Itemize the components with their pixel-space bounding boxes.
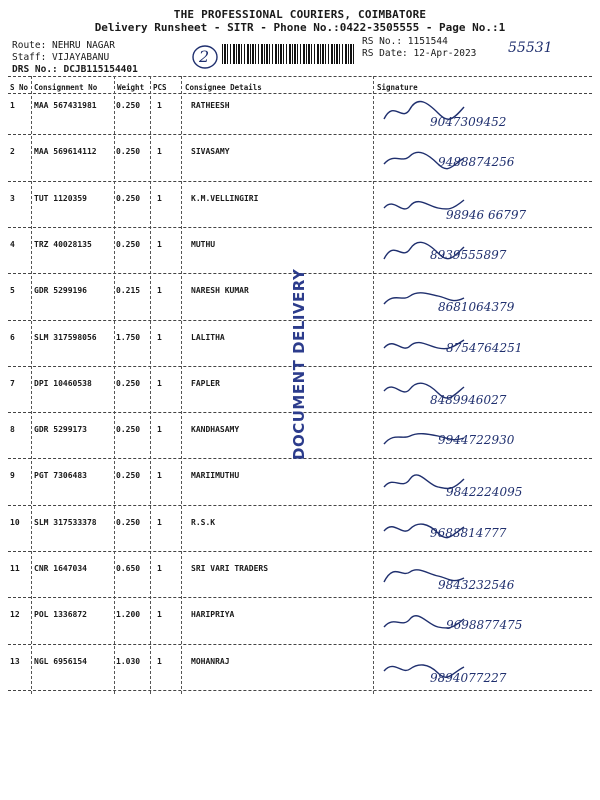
row-signature [380, 602, 590, 646]
row-signature [380, 232, 590, 276]
row-signature [380, 139, 590, 183]
row-weight: 0.250 [116, 517, 141, 527]
row-pcs: 1 [157, 656, 162, 666]
row-sno: 1 [10, 101, 15, 110]
document-delivery-stamp: DOCUMENT DELIVERY [290, 268, 308, 460]
signature-phone: 8681064379 [438, 300, 515, 315]
row-rule [8, 181, 592, 182]
row-sno: 6 [10, 332, 15, 342]
table-top-rule [8, 76, 592, 77]
row-consignee: SIVASAMY [191, 147, 230, 157]
row-weight: 0.215 [116, 286, 141, 296]
column-divider [373, 76, 374, 694]
row-rule [8, 551, 592, 552]
handwritten-number: 55531 [508, 40, 553, 56]
col-header-consignment: Consignment No [34, 83, 98, 92]
row-weight: 0.250 [116, 101, 141, 110]
column-divider [150, 76, 151, 694]
row-sno: 2 [10, 147, 15, 157]
row-consignment-no: TRZ 40028135 [34, 239, 92, 249]
signature-phone: 98946 66797 [446, 207, 527, 222]
row-sno: 12 [10, 610, 20, 620]
row-sno: 5 [10, 286, 15, 296]
row-consignment-no: POL 1336872 [34, 610, 87, 620]
row-consignment-no: TUT 1120359 [34, 193, 87, 203]
row-pcs: 1 [157, 564, 162, 573]
row-consignee: MUTHU [191, 239, 216, 249]
barcode [222, 44, 354, 64]
row-consignment-no: MAA 569614112 [34, 147, 97, 157]
row-pcs: 1 [157, 425, 162, 435]
row-weight: 1.030 [116, 656, 141, 666]
signature-phone: 9894077227 [430, 670, 507, 685]
row-pcs: 1 [157, 147, 162, 157]
col-header-signature: Signature [377, 83, 418, 92]
row-weight: 0.250 [116, 147, 141, 157]
row-pcs: 1 [157, 193, 162, 203]
row-consignee: NARESH KUMAR [191, 286, 249, 296]
row-weight: 1.200 [116, 610, 141, 620]
signature-phone: 9688814777 [430, 525, 507, 540]
row-weight: 1.750 [116, 332, 141, 342]
row-consignment-no: SLM 317598056 [34, 332, 97, 342]
row-pcs: 1 [157, 378, 162, 388]
row-weight: 0.250 [116, 239, 141, 249]
row-pcs: 1 [157, 286, 162, 296]
row-consignment-no: NGL 6956154 [34, 656, 87, 666]
row-consignee: RATHEESH [191, 101, 230, 110]
row-pcs: 1 [157, 101, 162, 110]
row-rule [8, 644, 592, 645]
rs-number: RS No.: 1151544 [362, 36, 448, 47]
row-sno: 8 [10, 425, 15, 435]
row-weight: 0.250 [116, 425, 141, 435]
row-sno: 4 [10, 239, 15, 249]
row-consignment-no: DPI 10460538 [34, 378, 92, 388]
row-signature [380, 371, 590, 415]
row-rule [8, 134, 592, 135]
col-header-pcs: PCS [153, 83, 167, 92]
row-pcs: 1 [157, 517, 162, 527]
row-signature [380, 649, 590, 693]
col-header-consignee: Consignee Details [185, 83, 262, 92]
row-signature [380, 325, 590, 369]
col-header-weight: Weight [117, 83, 145, 92]
row-consignment-no: SLM 317533378 [34, 517, 97, 527]
row-consignee: K.M.VELLINGIRI [191, 193, 259, 203]
signature-phone: 8754764251 [446, 340, 523, 355]
row-consignment-no: CNR 1647034 [34, 564, 87, 573]
column-divider [114, 76, 115, 694]
row-rule [8, 597, 592, 598]
drs-label: DRS No.: DCJB115154401 [12, 64, 138, 75]
row-rule [8, 505, 592, 506]
row-rule [8, 227, 592, 228]
row-weight: 0.250 [116, 193, 141, 203]
signature-phone: 9047309452 [430, 115, 507, 129]
row-pcs: 1 [157, 610, 162, 620]
row-consignee: KANDHASAMY [191, 425, 240, 435]
staff-label: Staff: VIJAYABANU [12, 52, 110, 63]
row-pcs: 1 [157, 471, 162, 481]
row-consignment-no: PGT 7306483 [34, 471, 87, 481]
runsheet-title: Delivery Runsheet - SITR - Phone No.:0422-3505555 - Page No.:1 [94, 21, 506, 34]
column-divider [31, 76, 32, 694]
row-consignee: FAPLER [191, 378, 220, 388]
row-sno: 3 [10, 193, 15, 203]
row-pcs: 1 [157, 239, 162, 249]
row-rule [8, 690, 592, 691]
signature-phone: 9843232546 [438, 578, 515, 592]
row-signature [380, 510, 590, 554]
row-consignee: LALITHA [191, 332, 225, 342]
row-consignment-no: GDR 5299196 [34, 286, 87, 296]
row-weight: 0.250 [116, 378, 141, 388]
signature-phone: 9842224095 [446, 485, 523, 500]
signature-phone: 9488874256 [438, 155, 515, 170]
signature-phone: 8939555897 [430, 247, 507, 262]
company-title: THE PROFESSIONAL COURIERS, COIMBATORE [173, 8, 427, 21]
handwritten-circle: 2 [190, 42, 220, 72]
row-signature [380, 463, 590, 507]
row-pcs: 1 [157, 332, 162, 342]
row-consignee: MOHANRAJ [191, 656, 230, 666]
rs-date: RS Date: 12-Apr-2023 [362, 48, 477, 59]
row-consignment-no: MAA 567431981 [34, 101, 97, 110]
signature-phone: 9698877475 [446, 618, 523, 633]
signature-phone: 8489946027 [430, 392, 507, 407]
row-sno: 7 [10, 378, 15, 388]
row-signature [380, 186, 590, 230]
row-consignee: SRI VARI TRADERS [191, 564, 269, 573]
column-divider [181, 76, 182, 694]
row-sno: 10 [10, 517, 20, 527]
row-sno: 13 [10, 656, 20, 666]
row-consignee: MARIIMUTHU [191, 471, 240, 481]
row-sno: 11 [10, 564, 20, 573]
row-consignee: R.S.K [191, 517, 216, 527]
row-signature [380, 93, 590, 137]
row-sno: 9 [10, 471, 15, 481]
route-label: Route: NEHRU NAGAR [12, 40, 115, 51]
signature-phone: 9944722930 [438, 433, 515, 448]
row-consignee: HARIPRIYA [191, 610, 235, 620]
col-header-sno: S No [10, 83, 29, 92]
row-weight: 0.650 [116, 564, 141, 573]
row-signature [380, 417, 590, 461]
row-signature [380, 556, 590, 600]
row-consignment-no: GDR 5299173 [34, 425, 87, 435]
row-weight: 0.250 [116, 471, 141, 481]
row-signature [380, 278, 590, 322]
